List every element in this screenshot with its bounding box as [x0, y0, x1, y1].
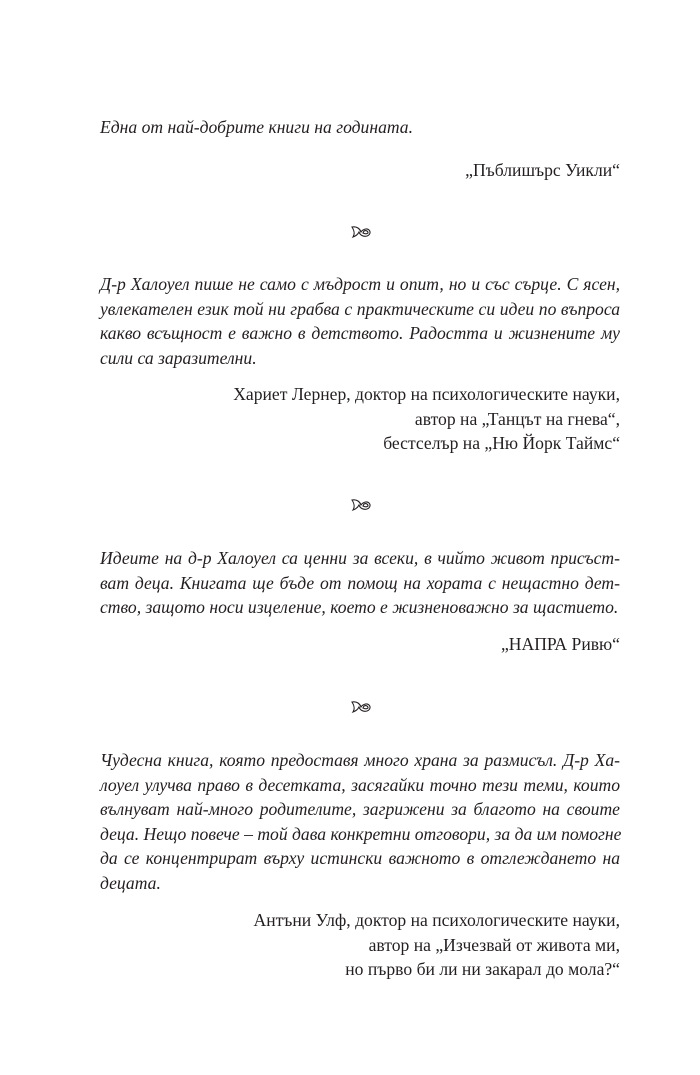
- attribution-line: „НАПРА Ривю“: [500, 634, 620, 654]
- quote-line: Идеите на д-р Халоуел са ценни за всеки, в чийто живот присъст-: [100, 548, 620, 568]
- review-4-quote: [100, 748, 620, 895]
- quote-line: вълнуват най-много родителите, загрижени за благото на своите: [100, 799, 620, 819]
- quote-line: какво всъщност е важно в детството. Радостта и жизнените му: [100, 323, 620, 343]
- review-4-attribution: [100, 908, 620, 982]
- attribution-line: Антъни Улф, доктор на психологическите науки,: [253, 910, 620, 930]
- review-2-quote: [100, 272, 620, 370]
- quote-line: да се концентрират върху истински важното в отглеждането на: [100, 848, 620, 868]
- quote-line: деца. Нещо повече – той дава конкретни отговори, за да им помогне: [100, 823, 622, 844]
- quote-line: Една от най-добрите книги на годината.: [100, 117, 413, 137]
- attribution-line: но първо би ли ни закарал до мола?“: [345, 959, 620, 979]
- review-1-attribution: [100, 158, 620, 183]
- quote-line: лоуел улучва право в десетката, засягайки точно тези теми, които: [100, 774, 620, 795]
- attribution-line: бестселър на „Ню Йорк Таймс“: [383, 433, 620, 453]
- book-page: [100, 0, 620, 1075]
- quote-line: Д-р Халоуел пише не само с мъдрост и опит, но и със сърце. С ясен,: [100, 274, 620, 294]
- quote-line: ват деца. Книгата ще бъде от помощ на хората с нещастно дет-: [100, 572, 620, 593]
- fleuron-icon: [350, 224, 372, 240]
- quote-line: увлекателен език той ни грабва с практическите си идеи по въпроса: [100, 298, 620, 319]
- review-3-attribution: [100, 632, 620, 657]
- quote-line: сили са заразителни.: [100, 347, 257, 368]
- review-1-quote: [100, 115, 620, 140]
- quote-line: Чудесна книга, която предоставя много храна за размисъл. Д-р Ха-: [100, 750, 620, 770]
- attribution-line: автор на „Танцът на гнева“,: [414, 408, 620, 429]
- attribution-line: Хариет Лернер, доктор на психологическите науки,: [233, 384, 620, 404]
- review-3-quote: [100, 546, 620, 620]
- review-2-attribution: [100, 382, 620, 456]
- quote-line: ство, защото носи изцеление, което е жизненоважно за щастието.: [100, 597, 619, 617]
- fleuron-icon: [350, 699, 372, 715]
- attribution-line: автор на „Изчезвай от живота ми,: [368, 934, 620, 955]
- fleuron-icon: [350, 497, 372, 513]
- quote-line: децата.: [100, 872, 161, 893]
- attribution-line: „Пъблишърс Уикли“: [465, 160, 620, 180]
